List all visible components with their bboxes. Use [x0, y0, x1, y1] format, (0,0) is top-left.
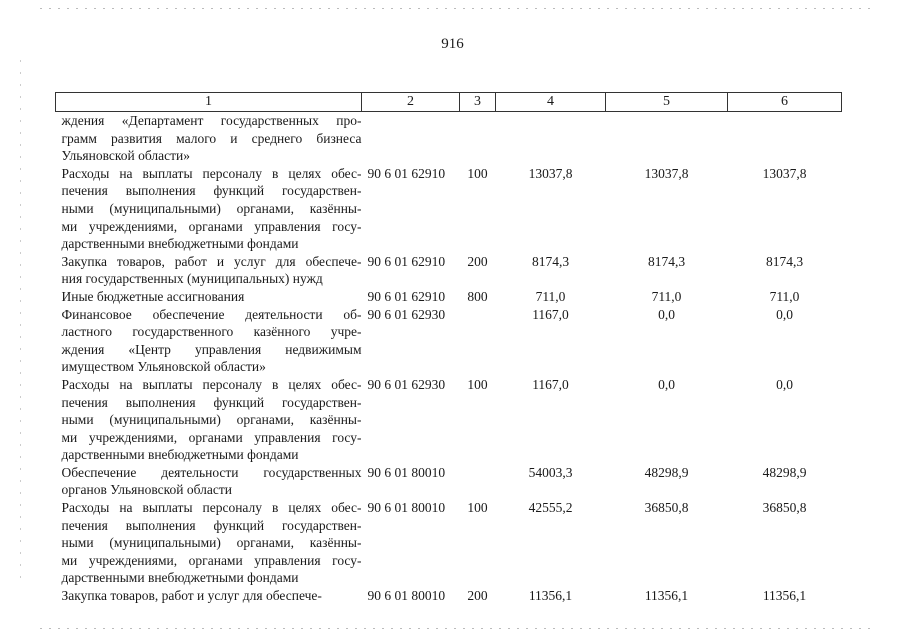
row-name-cell [56, 499, 362, 587]
row-name-line: печения выполнения функций государствен- [61, 517, 362, 533]
row-name-cell [56, 464, 362, 499]
row-code-cell: 90 6 01 80010 [367, 500, 446, 516]
row-name-line: ми учреждениями, органами управления госу- [61, 218, 362, 234]
row-name-line: печения выполнения функций государствен- [61, 183, 362, 199]
column-header-4: 4 [496, 93, 606, 112]
row-value-3-cell [728, 112, 842, 165]
row-name-line: ми учреждениями, органами управления госу- [61, 552, 362, 568]
row-name-line: Закупка товаров, работ и услуг для обеспече- [61, 588, 322, 604]
row-name-cell [56, 112, 362, 165]
scan-artifact-bottom [40, 628, 870, 629]
row-value-1-cell: 711,0 [535, 288, 566, 304]
row-value-3-cell: 48298,9 [762, 464, 807, 480]
row-name-cell [56, 587, 362, 605]
row-value-1-cell: 1167,0 [532, 306, 569, 322]
table-body [56, 112, 842, 605]
row-name-cell [56, 288, 362, 306]
row-type-cell: 800 [467, 288, 488, 304]
row-type-cell [460, 306, 496, 376]
row-value-1-cell: 8174,3 [531, 253, 570, 269]
row-name-line: дарственными внебюджетными фондами [61, 236, 299, 252]
row-code-cell: 90 6 01 80010 [367, 464, 446, 480]
row-value-2-cell: 8174,3 [647, 253, 686, 269]
row-value-1-cell: 11356,1 [528, 588, 573, 604]
row-type-cell [460, 464, 496, 499]
scan-artifact-left [20, 60, 21, 580]
row-name-line: имуществом Ульяновской области» [61, 359, 266, 375]
table-row [56, 253, 842, 288]
row-value-1-cell: 42555,2 [528, 500, 573, 516]
row-code-cell: 90 6 01 62910 [367, 253, 446, 269]
row-name-line: Финансовое обеспечение деятельности об- [61, 306, 362, 322]
column-header-6: 6 [728, 93, 842, 112]
row-value-2-cell: 36850,8 [644, 500, 689, 516]
row-value-3-cell: 11356,1 [762, 588, 807, 604]
row-value-3-cell: 711,0 [769, 288, 800, 304]
row-name-line: ждения «Департамент государственных про- [61, 113, 362, 128]
scan-artifact-top [40, 8, 870, 9]
row-code-cell: 90 6 01 62910 [367, 165, 446, 181]
row-name-line: Ульяновской области» [61, 148, 191, 164]
row-value-2-cell: 711,0 [651, 288, 682, 304]
row-value-2-cell: 11356,1 [644, 588, 689, 604]
row-name-line: ными (муниципальными) органами, казённы- [61, 535, 362, 551]
row-type-cell: 200 [467, 588, 488, 604]
table-row [56, 499, 842, 587]
row-value-1-cell: 54003,3 [528, 464, 573, 480]
row-name-line: ными (муниципальными) органами, казённы- [61, 200, 362, 216]
row-name-line: Расходы на выплаты персоналу в целях обес- [61, 500, 362, 516]
row-type-cell: 100 [467, 500, 488, 516]
row-value-2-cell: 13037,8 [644, 165, 689, 181]
row-name-line: дарственными внебюджетными фондами [61, 447, 299, 463]
row-name-line: Иные бюджетные ассигнования [61, 288, 245, 304]
row-name-line: ния государственных (муниципальных) нужд [61, 271, 323, 287]
row-name-cell [56, 306, 362, 376]
row-name-line: Закупка товаров, работ и услуг для обеспече- [61, 253, 362, 269]
row-value-2-cell: 0,0 [658, 376, 675, 392]
column-header-1: 1 [56, 93, 362, 112]
table-row [56, 587, 842, 605]
row-name-line: дарственными внебюджетными фондами [61, 570, 299, 586]
row-name-line: ными (муниципальными) органами, казённы- [61, 412, 362, 428]
row-code-cell: 90 6 01 80010 [367, 588, 446, 604]
row-value-2-cell: 48298,9 [644, 464, 689, 480]
column-header-3: 3 [460, 93, 496, 112]
row-value-1-cell: 13037,8 [528, 165, 573, 181]
row-value-1-cell: 1167,0 [532, 376, 569, 392]
row-code-cell: 90 6 01 62930 [367, 376, 446, 392]
table-row [56, 165, 842, 253]
row-value-3-cell: 36850,8 [762, 500, 807, 516]
row-name-line: ждения «Центр управления недвижимым [61, 341, 362, 357]
column-header-5: 5 [606, 93, 728, 112]
row-code-cell [362, 112, 460, 165]
row-value-3-cell: 0,0 [776, 376, 793, 392]
row-name-cell [56, 165, 362, 253]
table-header-row [56, 93, 842, 112]
row-name-line: печения выполнения функций государствен- [61, 394, 362, 410]
row-type-cell: 100 [467, 165, 488, 181]
row-value-1-cell [496, 112, 606, 165]
row-value-2-cell [606, 112, 728, 165]
row-code-cell: 90 6 01 62930 [367, 306, 446, 322]
table-row [56, 376, 842, 464]
row-code-cell: 90 6 01 62910 [367, 288, 446, 304]
page-number: 916 [441, 36, 464, 52]
table-row [56, 464, 842, 499]
table-row [56, 306, 842, 376]
row-name-line: Расходы на выплаты персоналу в целях обес- [61, 165, 362, 181]
row-value-3-cell: 13037,8 [762, 165, 807, 181]
row-value-3-cell: 0,0 [776, 306, 793, 322]
row-name-cell [56, 376, 362, 464]
row-value-2-cell: 0,0 [658, 306, 675, 322]
table-row [56, 288, 842, 306]
row-name-line: Обеспечение деятельности государственных [61, 464, 362, 480]
row-name-cell [56, 253, 362, 288]
row-name-line: ластного государственного казённого учре- [61, 324, 362, 340]
budget-table [55, 92, 842, 605]
row-type-cell [460, 112, 496, 165]
column-header-2: 2 [362, 93, 460, 112]
row-name-line: Расходы на выплаты персоналу в целях обес- [61, 376, 362, 392]
row-name-line: органов Ульяновской области [61, 482, 233, 498]
row-name-line: ми учреждениями, органами управления госу- [61, 429, 362, 445]
row-type-cell: 100 [467, 376, 488, 392]
row-type-cell: 200 [467, 253, 488, 269]
row-value-3-cell: 8174,3 [765, 253, 804, 269]
table-row [56, 112, 842, 165]
row-name-line: грамм развития малого и среднего бизнеса [61, 130, 362, 146]
